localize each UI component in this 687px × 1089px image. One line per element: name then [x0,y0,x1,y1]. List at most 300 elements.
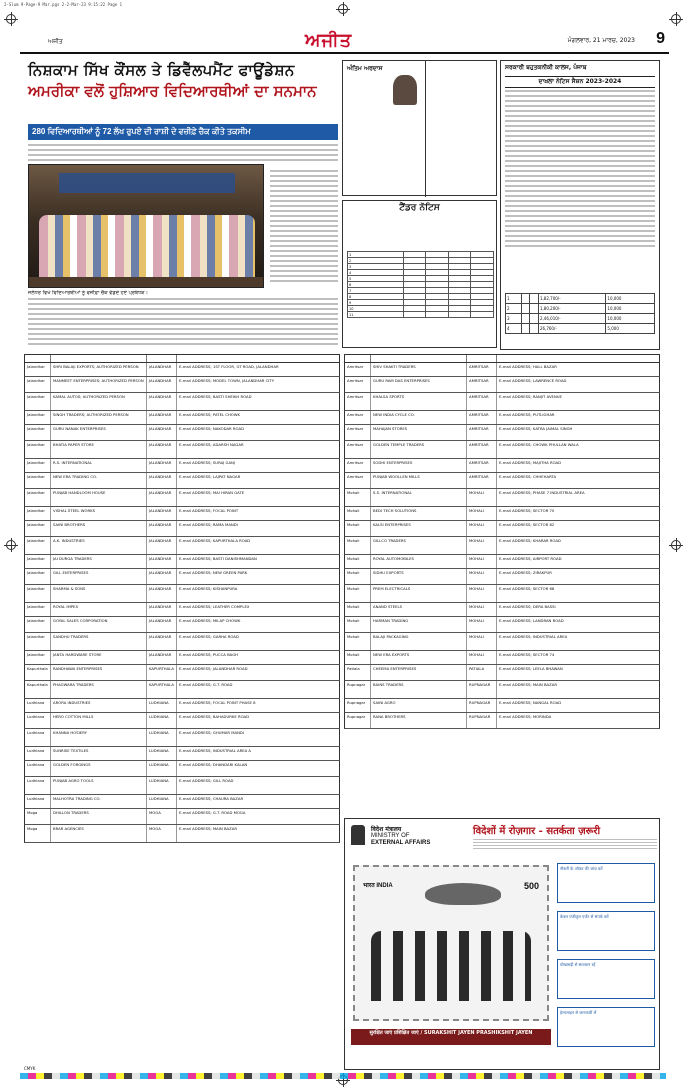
address-cell: E-mail ADDRESS; G.T. ROAD MOGA [179,810,246,815]
name-cell: ROYAL AUTOMOBILES [371,555,467,568]
city-cell: JALANDHAR [147,489,177,506]
address-cell: E-mail ADDRESS; LAJPAT NAGAR [179,474,241,479]
print-color-bar [20,1073,666,1079]
name-cell: PREM ELECTRICALS [371,585,467,602]
table-row [24,617,340,633]
district-cell: Amritsar [345,459,371,472]
district-cell: Jalandhar [25,489,51,506]
district-cell: Jalandhar [25,651,51,664]
name-cell: KHANNA HOSIERY [51,729,147,746]
city-cell: LUDHIANA [147,795,177,808]
table-row [24,425,340,441]
table-row [344,537,660,555]
name-cell: HARMAN TRADING [371,617,467,632]
registration-mark-icon [6,540,16,550]
table-row [24,713,340,729]
district-cell: Rupnagar [345,681,371,698]
city-cell: MOGA [147,825,177,842]
district-cell: Jalandhar [25,585,51,602]
listing-header [344,354,660,363]
city-cell: JALANDHAR [147,507,177,520]
group-of-people [39,215,255,277]
table-row [344,473,660,489]
address-cell: E-mail ADDRESS; SECTOR 82 [499,522,555,527]
fee-deposit: 10,000 [606,304,655,314]
table-row [344,425,660,441]
address-cell: E-mail ADDRESS; LAWRENCE ROAD [499,378,567,383]
district-cell: Jalandhar [25,633,51,650]
obituary-notice [342,60,497,196]
city-cell: JALANDHAR [147,425,177,440]
name-cell: ANAND STEELS [371,603,467,616]
table-row [344,459,660,473]
table-row [344,651,660,665]
table-row [24,825,340,843]
table-row [344,507,660,521]
fee-cell [521,294,530,304]
story-body-text [28,298,338,348]
issue-date: ਮੰਗਲਵਾਰ, 21 ਮਾਰਚ, 2023 [567,37,635,44]
table-row [24,363,340,377]
address-cell: E-mail ADDRESS; ADARSH NAGAR [179,442,244,447]
tender-row-number: 11 [348,312,404,318]
city-cell: JALANDHAR [147,537,177,554]
district-cell: Jalandhar [25,411,51,424]
page-number: 9 [656,30,665,47]
address-cell: E-mail ADDRESS; KAPURTHALA ROAD [179,538,251,543]
city-cell: JALANDHAR [147,363,177,376]
name-cell: GURU RAM DAS ENTERPRISES [371,377,467,392]
color-label: CMYK [24,1066,36,1071]
address-cell: E-mail ADDRESS; JALANDHAR ROAD [179,666,248,671]
name-cell: GILL ENTERPRISES [51,569,147,584]
district-cell: Jalandhar [25,363,51,376]
city-cell: LUDHIANA [147,713,177,728]
fee-table [505,293,655,334]
city-cell: RUPNAGAR [467,713,497,728]
college-name: ਸਰਕਾਰੀ ਬਹੁਤਕਨੀਕੀ ਕਾਲਜ, ਪੰਜਾਬ [505,64,587,71]
address-cell: E-mail ADDRESS; MAIN BAZAR [499,682,557,687]
address-cell: E-mail ADDRESS; SECTOR 70 [499,508,555,513]
admission-body-text [501,90,659,247]
fee-cell [530,294,539,304]
city-cell: JALANDHAR [147,377,177,392]
city-cell: RUPNAGAR [467,681,497,698]
name-cell: BAINS TRADERS [371,681,467,698]
name-cell: SODHI ENTERPRISES [371,459,467,472]
table-row [344,521,660,537]
tender-row-number: 4 [348,270,404,276]
table-row [24,489,340,507]
district-cell: Mohali [345,617,371,632]
city-cell: JALANDHAR [147,393,177,410]
name-cell: SHRI BALAJI EXPORTS; AUTHORIZED PERSON [51,363,147,376]
name-cell: JAI DURGA TRADERS [51,555,147,568]
district-cell: Ludhiana [25,699,51,712]
city-cell: JALANDHAR [147,441,177,458]
table-row [24,681,340,699]
district-cell: Rupnagar [345,713,371,728]
obituary-title: ਅੰਤਿਮ ਅਰਦਾਸ [347,65,383,72]
second-notice [425,61,497,197]
fee-amount: 1,80,200/- [538,304,605,314]
district-cell: Jalandhar [25,521,51,536]
address-cell: E-mail ADDRESS; FOCAL POINT [179,508,239,513]
district-cell: Jalandhar [25,459,51,472]
table-row [24,633,340,651]
city-cell: AMRITSAR [467,459,497,472]
notices-column [342,60,497,348]
city-cell: LUDHIANA [147,761,177,776]
table-row [24,777,340,795]
listing-header [24,354,340,363]
registration-mark-icon [6,14,16,24]
city-cell: MOHALI [467,507,497,520]
mea-name-hindi: विदेश मंत्रालय [371,826,402,833]
fee-cell [530,324,539,334]
name-cell: SHARMA & SONS [51,585,147,602]
tender-cell [404,312,426,318]
address-cell: E-mail ADDRESS; INDUSTRIAL AREA [499,634,568,639]
advice-box: केवल पंजीकृत एजेंट से संपर्क करें [557,911,655,951]
district-cell: Jalandhar [25,569,51,584]
district-cell: Amritsar [345,411,371,424]
tender-row [348,312,494,318]
city-cell: JALANDHAR [147,633,177,650]
city-cell: MOHALI [467,603,497,616]
name-cell: GOYAL SALES CORPORATION [51,617,147,632]
headline-line-1: ਨਿਸ਼ਕਾਮ ਸਿੱਖ ਕੌਂਸਲ ਤੇ ਡਿਵੈੱਲਪਮੈਂਟ ਫਾਊਂਡੇਸ਼ਨ [28,61,295,79]
tender-row-number: 8 [348,294,404,300]
table-row [24,651,340,665]
address-cell: E-mail ADDRESS; CHAURA BAZAR [179,796,244,801]
address-cell: E-mail ADDRESS; LEATHER COMPLEX [179,604,250,609]
advice-box: धोखाधड़ी से सावधान रहें [557,959,655,999]
name-cell: BRAR AGENCIES [51,825,147,842]
district-cell: Mohali [345,555,371,568]
fee-cell [521,324,530,334]
table-row [344,441,660,459]
city-cell: JALANDHAR [147,603,177,616]
city-cell: LUDHIANA [147,699,177,712]
district-cell: Rupnagar [345,699,371,712]
address-cell: E-mail ADDRESS; PATEL CHOWK [179,412,241,417]
national-emblem-icon [351,825,365,845]
city-cell: MOHALI [467,555,497,568]
tender-title: ਟੈਂਡਰ ਨੋਟਿਸ [399,203,440,213]
address-cell: E-mail ADDRESS; PHASE 7 INDUSTRIAL AREA [499,490,585,495]
registration-mark-icon [671,14,681,24]
fee-cell [530,314,539,324]
name-cell: MAHAJAN STORES [371,425,467,440]
name-cell: PHAGWARA TRADERS [51,681,147,698]
fee-cell [521,314,530,324]
news-photo [28,164,264,288]
name-cell: MANMEET ENTERPRISES; AUTHORIZED PERSON [51,377,147,392]
fee-deposit: 10,000 [606,314,655,324]
name-cell: ARORA INDUSTRIES [51,699,147,712]
city-cell: LUDHIANA [147,747,177,760]
table-row [24,665,340,681]
district-cell: Patiala [345,665,371,680]
airplane-icon [425,883,501,905]
mea-name-english [371,833,430,847]
name-cell: PUNJAB HANDLOOM HOUSE [51,489,147,506]
address-cell: E-mail ADDRESS; NAKODAR ROAD [179,426,244,431]
name-cell: SAINI AGRO [371,699,467,712]
name-cell: SAINI BROTHERS [51,521,147,536]
name-cell: SIDHU EXPORTS [371,569,467,584]
address-cell: E-mail ADDRESS; KATRA JAIMAL SINGH [499,426,573,431]
district-cell: Amritsar [345,377,371,392]
name-cell: NEW ERA TRADING CO. [51,473,147,488]
city-cell: KAPURTHALA [147,665,177,680]
tender-cell [426,312,448,318]
travellers-illustration [371,931,531,1001]
fee-amount: 26,760/- [538,324,605,334]
city-cell: MOGA [147,809,177,824]
city-cell: JALANDHAR [147,555,177,568]
headline [28,60,338,102]
name-cell: SANDHU TRADERS [51,633,147,650]
tender-row-number: 10 [348,306,404,312]
address-cell: E-mail ADDRESS; GILL ROAD [179,778,234,783]
district-cell: Mohali [345,585,371,602]
city-cell: MOHALI [467,633,497,650]
address-cell: E-mail ADDRESS; SECTOR 74 [499,652,555,657]
address-cell: E-mail ADDRESS; GHUMAR MANDI [179,730,244,735]
name-cell: GOLDEN FORGINGS [51,761,147,776]
district-cell: Amritsar [345,393,371,410]
district-cell: Ludhiana [25,713,51,728]
table-row [24,507,340,521]
city-cell: MOHALI [467,651,497,664]
table-row [24,537,340,555]
address-cell: E-mail ADDRESS; MILAP CHOWK [179,618,241,623]
print-slug: 2-Slum 9-Page-9 Mar.pgs 2-2-Mar-23 9:15:22 Page 1 [4,2,123,7]
city-cell: JALANDHAR [147,411,177,424]
district-cell: Jalandhar [25,377,51,392]
name-cell: BEDI TECH SOLUTIONS [371,507,467,520]
table-row [344,633,660,651]
address-cell: E-mail ADDRESS; PUCCA BAGH [179,652,239,657]
stage-banner [59,173,235,193]
listing-right [344,354,660,729]
name-cell: RANA BROTHERS [371,713,467,728]
tender-notice [342,200,497,348]
table-row [344,569,660,585]
name-cell: KHALSA SPORTS [371,393,467,410]
address-cell: E-mail ADDRESS; NANGAL ROAD [499,700,562,705]
district-cell: Amritsar [345,473,371,488]
advice-box: हेल्पलाइन से जानकारी लें [557,1007,655,1047]
photo-caption: ਜਲੰਧਰ ਵਿਖੇ ਵਿਦਿਆਰਥੀਆਂ ਨੂੰ ਵਜ਼ੀਫ਼ਾ ਚੈਕ ਵੰਡਦੇ ਹੋਏ ਪ੍ਰਬੰਧਕ। [28,290,148,296]
tender-cell [471,312,494,318]
name-cell: KAMAL AUTOS; AUTHORIZED PERSON [51,393,147,410]
address-cell: E-mail ADDRESS; KHARAR ROAD [499,538,561,543]
district-cell: Mohali [345,507,371,520]
college-admission-ad [500,60,660,350]
district-cell: Ludhiana [25,795,51,808]
table-row [24,729,340,747]
address-cell: E-mail ADDRESS; HALL BAZAR [499,364,557,369]
city-cell: JALANDHAR [147,651,177,664]
city-cell: MOHALI [467,585,497,602]
address-cell: E-mail ADDRESS; DHANDARI KALAN [179,762,248,767]
name-cell: GILLCO TRADERS [371,537,467,554]
address-cell: E-mail ADDRESS; GARHA ROAD [179,634,239,639]
city-cell: AMRITSAR [467,363,497,376]
fee-row [506,304,655,314]
address-cell: E-mail ADDRESS; 1ST FLOOR, GT ROAD, JALANDHAR [179,364,279,369]
fee-row-number: 4 [506,324,522,334]
city-cell: JALANDHAR [147,459,177,472]
name-cell: SUNRISE TEXTILES [51,747,147,760]
table-row [344,489,660,507]
name-cell: R.S. INTERNATIONAL [51,459,147,472]
name-cell: A.K. INDUSTRIES [51,537,147,554]
name-cell: VISHAL STEEL WORKS [51,507,147,520]
address-cell: E-mail ADDRESS; MODEL TOWN, JALANDHAR CITY [179,378,275,383]
fee-row [506,314,655,324]
city-cell: JALANDHAR [147,617,177,632]
story-side-text [270,170,338,285]
table-row [344,699,660,713]
city-cell: JALANDHAR [147,585,177,602]
registration-mark-icon [338,4,348,14]
address-cell: E-mail ADDRESS; LANDRAN ROAD [499,618,564,623]
fee-cell [521,304,530,314]
table-row [24,585,340,603]
address-cell: E-mail ADDRESS; SURAJ GANJ [179,460,235,465]
name-cell: S.S. INTERNATIONAL [371,489,467,506]
city-cell: MOHALI [467,537,497,554]
tender-row-number: 3 [348,264,404,270]
address-cell: E-mail ADDRESS; FOCAL POINT PHASE 8 [179,700,256,705]
address-cell: E-mail ADDRESS; BASTI SHEIKH ROAD [179,394,252,399]
stamp-country: भारत INDIA [363,883,393,889]
table-row [24,569,340,585]
district-cell: Moga [25,825,51,842]
masthead [20,28,669,54]
tender-row-number: 1 [348,252,404,258]
tender-row-number: 9 [348,300,404,306]
name-cell: GURU NANAK ENTERPRISES [51,425,147,440]
address-cell: E-mail ADDRESS; LEELA BHAWAN [499,666,563,671]
name-cell: NEW ERA EXPORTS [371,651,467,664]
district-cell: Mohali [345,489,371,506]
address-cell: E-mail ADDRESS; CHOWK PHULLAN WALA [499,442,579,447]
city-cell: PATIALA [467,665,497,680]
district-cell: Amritsar [345,425,371,440]
name-cell: SHIV SHAKTI TRADERS [371,363,467,376]
mea-name-line-1: MINISTRY OF [371,833,410,839]
table-row [344,411,660,425]
district-cell: Jalandhar [25,537,51,554]
address-cell: E-mail ADDRESS; KISHANPURA [179,586,238,591]
ad-slogan: सुरक्षित जाएं प्रशिक्षित जाएं / SURAKSHIT JAYEN PRASHIKSHIT JAYEN [351,1029,551,1045]
address-cell: E-mail ADDRESS; BAHADURKE ROAD [179,714,250,719]
table-row [344,617,660,633]
address-cell: E-mail ADDRESS; G.T. ROAD [179,682,233,687]
admission-banner: ਦਾਖ਼ਲਾ ਨੋਟਿਸ ਸੈਸ਼ਨ 2023-2024 [505,76,655,88]
city-cell: KAPURTHALA [147,681,177,698]
district-cell: Amritsar [345,363,371,376]
district-cell: Mohali [345,537,371,554]
address-cell: E-mail ADDRESS; MAJITHA ROAD [499,460,562,465]
table-row [24,377,340,393]
subheadline: 280 ਵਿਦਿਆਰਥੀਆਂ ਨੂੰ 72 ਲੱਖ ਰੁਪਏ ਦੀ ਰਾਸ਼ੀ ਦੇ ਵਜ਼ੀਫ਼ੇ ਚੈਕ ਕੀਤੇ ਤਕਸੀਮ [28,124,338,140]
table-row [344,363,660,377]
address-cell: E-mail ADDRESS; SECTOR 68 [499,586,555,591]
table-row [344,681,660,699]
district-cell: Jalandhar [25,555,51,568]
story-lead-text [28,144,338,164]
district-cell: Amritsar [345,441,371,458]
address-cell: E-mail ADDRESS; CHHEHARTA [499,474,557,479]
table-row [344,585,660,603]
name-cell: PUNJAB AGRO TOOLS [51,777,147,794]
district-cell: Kapurthala [25,681,51,698]
name-cell: RANDHAWA ENTERPRISES [51,665,147,680]
district-cell: Jalandhar [25,603,51,616]
fee-amount: 1,82,700/- [538,294,605,304]
fee-row-number: 2 [506,304,522,314]
name-cell: BHATIA PAPER STORE [51,441,147,458]
district-cell: Ludhiana [25,761,51,776]
district-cell: Jalandhar [25,393,51,410]
tender-cell [448,312,470,318]
fee-cell [530,304,539,314]
district-cell: Mohali [345,651,371,664]
name-cell: NEW INDIA CYCLE CO. [371,411,467,424]
city-cell: LUDHIANA [147,729,177,746]
table-row [24,393,340,411]
listing-left [24,354,340,843]
district-cell: Jalandhar [25,473,51,488]
city-cell: JALANDHAR [147,521,177,536]
address-cell: E-mail ADDRESS; NEW GREEN PARK [179,570,248,575]
fee-row-number: 3 [506,314,522,324]
district-cell: Kapurthala [25,665,51,680]
fee-deposit: 5,000 [606,324,655,334]
name-cell: HERO COTTON MILLS [51,713,147,728]
name-cell: ROYAL IMPEX [51,603,147,616]
table-row [344,555,660,569]
table-row [344,377,660,393]
table-row [24,521,340,537]
city-cell: JALANDHAR [147,473,177,488]
table-row [24,747,340,761]
name-cell: KALSI ENTERPRISES [371,521,467,536]
address-cell: E-mail ADDRESS; MORINDA [499,714,552,719]
ad-title: विदेशों में रोज़गार - सतर्कता ज़रूरी [473,826,601,837]
address-cell: E-mail ADDRESS; BASTI DANISHMANDAN [179,556,257,561]
advice-box: नौकरी के ऑफ़र की जांच करें [557,863,655,903]
district-cell: Jalandhar [25,617,51,632]
tender-row-number: 6 [348,282,404,288]
city-cell: AMRITSAR [467,377,497,392]
city-cell: AMRITSAR [467,425,497,440]
table-row [24,699,340,713]
headline-line-2: ਅਮਰੀਕਾ ਵਲੋਂ ਹੁਸ਼ਿਆਰ ਵਿਦਿਆਰਥੀਆਂ ਦਾ ਸਨਮਾਨ [28,82,317,100]
section-name: ਅਜੀਤ [48,38,63,45]
city-cell: MOHALI [467,569,497,584]
name-cell: GOLDEN TEMPLE TRADERS [371,441,467,458]
table-row [344,603,660,617]
address-cell: E-mail ADDRESS; MAIN BAZAR [179,826,237,831]
tender-row-number: 5 [348,276,404,282]
